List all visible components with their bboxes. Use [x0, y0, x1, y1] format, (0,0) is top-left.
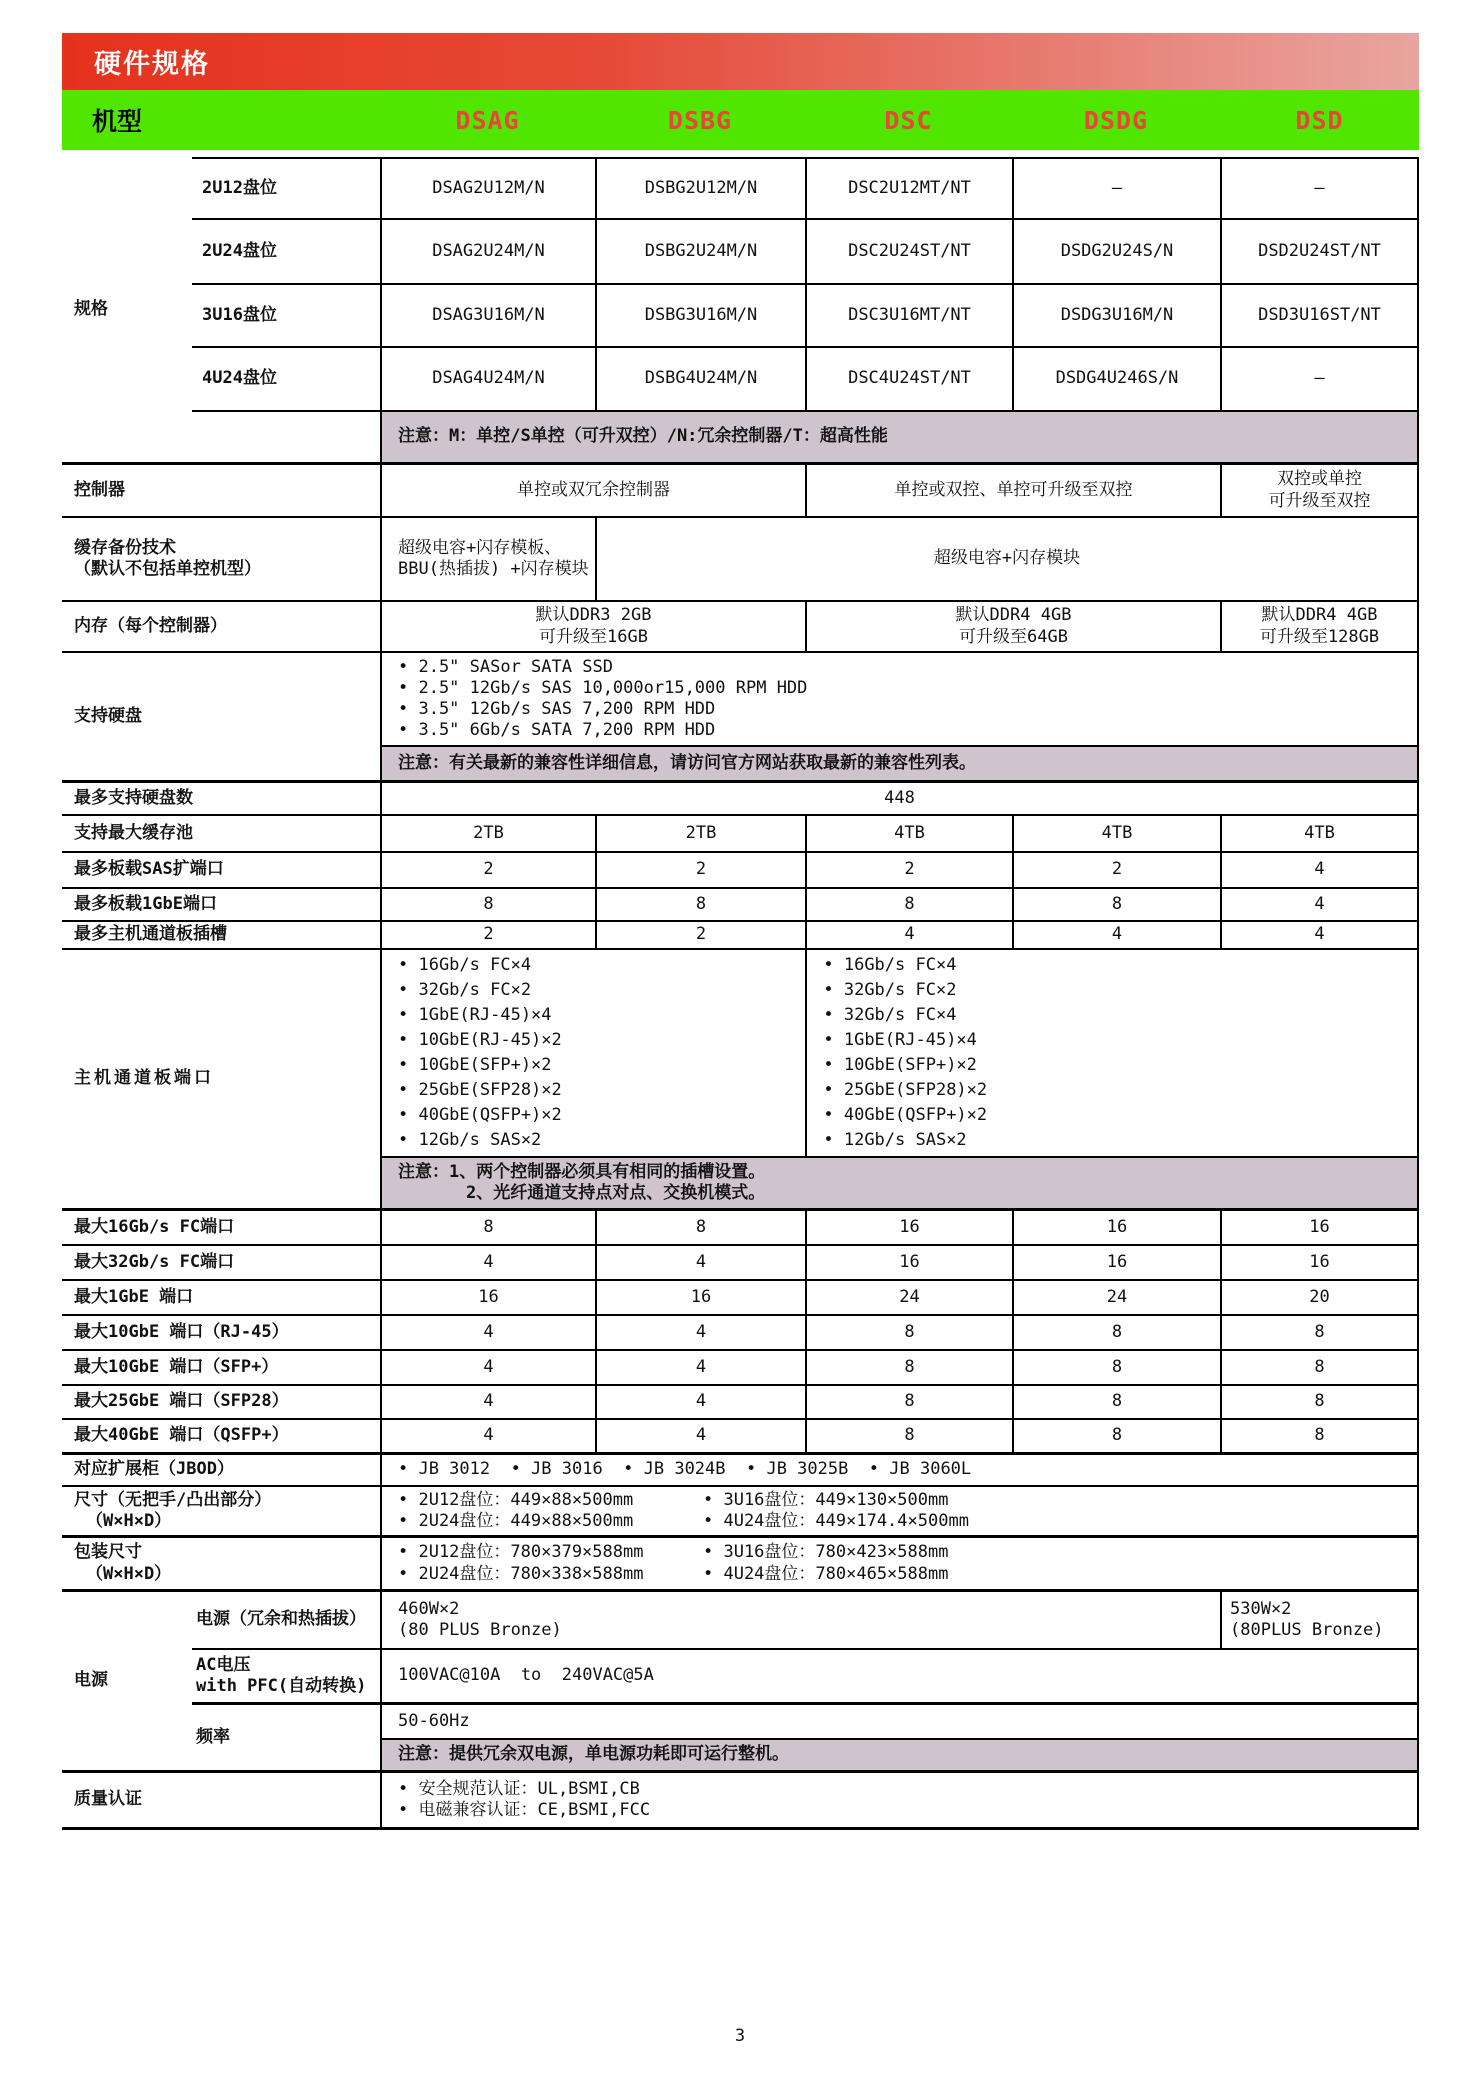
- max-drives-row: [62, 783, 1419, 816]
- drives-content: [380, 653, 1419, 780]
- table-cell: 默认DDR4 4GB 可升级至128GB: [1220, 602, 1419, 651]
- spec-section: [62, 157, 1419, 465]
- table-cell: 单控或双控、单控可升级至双控: [805, 465, 1220, 516]
- max-1gbe-row: 最大1GbE 端口 16 16 24 24 20: [62, 1281, 1419, 1316]
- table-cell: 8: [1012, 1386, 1220, 1418]
- table-cell: 4: [595, 1386, 805, 1418]
- table-cell: 16: [805, 1246, 1012, 1279]
- table-cell: DSAG2U24M/N: [380, 220, 595, 283]
- table-cell: 8: [1012, 889, 1220, 920]
- table-cell: 16: [1220, 1211, 1419, 1244]
- max-10gbe-rj45-row: 最大10GbE 端口（RJ-45） 4 4 8 8 8: [62, 1316, 1419, 1351]
- max-16gfc-row: 最大16Gb/s FC端口 8 8 16 16 16: [62, 1211, 1419, 1246]
- table-cell: • JB 3012 • JB 3016 • JB 3024B • JB 3025B • JB 3060L: [380, 1455, 1419, 1485]
- table-cell: DSAG3U16M/N: [380, 285, 595, 346]
- table-cell: 460W×2 (80 PLUS Bronze): [380, 1592, 1220, 1648]
- table-cell: 4: [595, 1420, 805, 1452]
- table-cell: 24: [805, 1281, 1012, 1314]
- dimensions-content: • 2U12盘位：449×88×500mm • 3U16盘位：449×130×500mm • 2U24盘位：449×88×500mm • 4U24盘位：449×174.4×500mm: [380, 1487, 1419, 1535]
- max-32gfc-row: 最大32Gb/s FC端口 4 4 16 16 16: [62, 1246, 1419, 1281]
- table-cell: DSDG4U246S/N: [1012, 348, 1220, 410]
- table-cell: DSBG4U24M/N: [595, 348, 805, 410]
- page-title: 硬件规格: [94, 49, 210, 80]
- power-section: [62, 1592, 1419, 1773]
- row-label: 控制器: [74, 479, 125, 500]
- spec-section-label: 规格: [74, 298, 108, 319]
- row-label: 支持最大缓存池: [74, 822, 193, 843]
- table-cell: 8: [1220, 1386, 1419, 1418]
- table-cell: 448: [380, 783, 1419, 814]
- table-cell: 超级电容+闪存模板、BBU(热插拔) +闪存模块: [380, 518, 595, 600]
- packaging-row: [62, 1538, 1419, 1592]
- table-cell: 2: [380, 922, 595, 948]
- table-cell: 16: [1220, 1246, 1419, 1279]
- model-name-dsbg: DSBG: [667, 105, 733, 135]
- table-cell: 单控或双冗余控制器: [380, 465, 805, 516]
- table-cell: –: [1220, 348, 1419, 410]
- table-cell: 8: [1220, 1351, 1419, 1384]
- frequency-content: 50-60Hz 注意：提供冗余双电源，单电源功耗即可运行整机。: [380, 1705, 1419, 1770]
- table-cell: DSC4U24ST/NT: [805, 348, 1012, 410]
- table-cell: DSBG2U24M/N: [595, 220, 805, 283]
- table-row: [192, 285, 1419, 348]
- table-cell: DSD2U24ST/NT: [1220, 220, 1419, 283]
- row-label: 内存（每个控制器）: [74, 615, 227, 636]
- max-40gbe-row: 最大40GbE 端口（QSFP+） 4 4 8 8 8: [62, 1420, 1419, 1455]
- table-cell: 4: [1012, 922, 1220, 948]
- packaging-content: • 2U12盘位：780×379×588mm • 3U16盘位：780×423×588mm • 2U24盘位：780×338×588mm • 4U24盘位：780×465×588mm: [380, 1538, 1419, 1589]
- table-cell: 16: [380, 1281, 595, 1314]
- table-cell: 8: [1220, 1420, 1419, 1452]
- table-cell: 24: [1012, 1281, 1220, 1314]
- row-label: 缓存备份技术 （默认不包括单控机型）: [74, 537, 261, 579]
- table-cell: 2TB: [595, 816, 805, 851]
- table-cell: –: [1012, 159, 1220, 218]
- table-cell: 4TB: [1012, 816, 1220, 851]
- spec-table: [62, 157, 1419, 1830]
- cache-pool-row: [62, 816, 1419, 853]
- table-cell: 4: [380, 1351, 595, 1384]
- table-cell: 2: [595, 922, 805, 948]
- table-cell: 8: [380, 889, 595, 920]
- table-cell: DSBG3U16M/N: [595, 285, 805, 346]
- cache-backup-row: [62, 518, 1419, 602]
- row-label: 尺寸（无把手/凸出部分） （W×H×D）: [74, 1489, 272, 1531]
- table-cell: 2: [595, 853, 805, 887]
- table-cell: 2: [1012, 853, 1220, 887]
- table-cell: 4: [1220, 853, 1419, 887]
- host-ports-content: [380, 950, 1419, 1208]
- psu-row: [192, 1592, 1419, 1650]
- table-cell: 4: [380, 1420, 595, 1452]
- max-25gbe-row: 最大25GbE 端口（SFP28） 4 4 8 8 8: [62, 1386, 1419, 1420]
- sas-ports-row: [62, 853, 1419, 889]
- table-cell: 16: [1012, 1246, 1220, 1279]
- table-cell: 16: [805, 1211, 1012, 1244]
- gbe-ports-row: [62, 889, 1419, 922]
- table-cell: 4: [805, 922, 1012, 948]
- row-label: 最多主机通道板插槽: [74, 924, 227, 945]
- table-cell: 4: [380, 1246, 595, 1279]
- table-row: [192, 348, 1419, 412]
- row-label: 频率: [196, 1726, 230, 1747]
- host-ports-left: • 16Gb/s FC×4 • 32Gb/s FC×2 • 1GbE(RJ-45)×4 • 10GbE(RJ-45)×2 • 10GbE(SFP+)×2 • 25GbE(SFP28)×2 • 40GbE(QSFP+)×2 • 12Gb/s SAS×2: [398, 955, 562, 1150]
- section-banner: [62, 33, 1419, 90]
- frequency-note: 注意：提供冗余双电源，单电源功耗即可运行整机。: [382, 1738, 1417, 1770]
- table-cell: DSAG4U24M/N: [380, 348, 595, 410]
- drives-note: 注意：有关最新的兼容性详细信息，请访问官方网站获取最新的兼容性列表。: [382, 745, 1417, 780]
- row-label: 支持硬盘: [74, 705, 142, 726]
- model-name-dsdg: DSDG: [1083, 105, 1149, 135]
- table-cell: 8: [1012, 1316, 1220, 1349]
- table-cell: 2: [380, 853, 595, 887]
- table-cell: DSC2U12MT/NT: [805, 159, 1012, 218]
- host-ports-row: [62, 950, 1419, 1211]
- table-cell: 8: [595, 1211, 805, 1244]
- table-row: [192, 159, 1419, 220]
- host-ports-note: 注意：1、两个控制器必须具有相同的插槽设置。 2、光纤通道支持点对点、交换机模式。: [382, 1156, 1417, 1208]
- table-cell: 4: [1220, 922, 1419, 948]
- table-cell: 4: [595, 1316, 805, 1349]
- table-cell: 4: [380, 1316, 595, 1349]
- table-cell: 2: [805, 853, 1012, 887]
- power-section-label: 电源: [74, 1670, 108, 1691]
- table-row: [192, 220, 1419, 285]
- table-cell: 超级电容+闪存模块: [595, 518, 1419, 600]
- table-cell: 100VAC@10A to 240VAC@5A: [380, 1650, 1419, 1702]
- row-label: 质量认证: [74, 1789, 142, 1810]
- jbod-row: 对应扩展柜（JBOD） • JB 3012 • JB 3016 • JB 3024B • JB 3025B • JB 3060L: [62, 1455, 1419, 1487]
- table-cell: DSDG3U16M/N: [1012, 285, 1220, 346]
- row-label: 主机通道板端口: [74, 1068, 214, 1089]
- row-label: 最多板载SAS扩端口: [74, 859, 224, 880]
- table-cell: 8: [805, 1420, 1012, 1452]
- table-cell: 默认DDR3 2GB 可升级至16GB: [380, 602, 805, 651]
- table-cell: 16: [595, 1281, 805, 1314]
- row-label: 4U24盘位: [202, 368, 277, 389]
- table-cell: 16: [1012, 1211, 1220, 1244]
- table-cell: 8: [1012, 1420, 1220, 1452]
- table-cell: DSC2U24ST/NT: [805, 220, 1012, 283]
- table-cell: DSD3U16ST/NT: [1220, 285, 1419, 346]
- table-cell: 4: [1220, 889, 1419, 920]
- table-cell: 默认DDR4 4GB 可升级至64GB: [805, 602, 1220, 651]
- table-row-note: [192, 412, 1419, 462]
- table-cell: 4: [595, 1351, 805, 1384]
- table-cell: 8: [1220, 1316, 1419, 1349]
- quality-row: [62, 1773, 1419, 1830]
- table-cell: 4: [595, 1246, 805, 1279]
- memory-row: [62, 602, 1419, 653]
- drives-bullets: • 2.5" SASor SATA SSD • 2.5" 12Gb/s SAS 10,000or15,000 RPM HDD • 3.5" 12Gb/s SAS 7,200 RPM HDD • 3.5" 6Gb/s SATA 7,200 RPM HDD: [398, 656, 808, 741]
- frequency-row: [192, 1705, 1419, 1770]
- row-label: 最多板载1GbE端口: [74, 893, 217, 914]
- row-label: 3U16盘位: [202, 304, 277, 325]
- table-cell: DSDG2U24S/N: [1012, 220, 1220, 283]
- spec-note: 注意：M：单控/S单控（可升双控）/N:冗余控制器/T：超高性能: [380, 412, 1419, 462]
- page-number: 3: [734, 2026, 746, 2046]
- table-cell: DSAG2U12M/N: [380, 159, 595, 218]
- ac-voltage-row: [192, 1650, 1419, 1705]
- power-subtable: [192, 1592, 1419, 1770]
- table-cell: 8: [805, 1351, 1012, 1384]
- max-10gbe-sfp-row: 最大10GbE 端口（SFP+） 4 4 8 8 8: [62, 1351, 1419, 1386]
- table-cell: 双控或单控 可升级至双控: [1220, 465, 1419, 516]
- models-header-row: [62, 90, 1419, 150]
- row-label: 2U12盘位: [202, 177, 277, 198]
- empty-cell: [192, 412, 380, 462]
- controller-row: [62, 465, 1419, 518]
- quality-content: • 安全规范认证：UL,BSMI,CB • 电磁兼容认证：CE,BSMI,FCC: [380, 1773, 1419, 1827]
- models-row-label: 机型: [92, 107, 143, 136]
- row-label: 2U24盘位: [202, 240, 277, 261]
- table-cell: 4: [380, 1386, 595, 1418]
- table-cell: –: [1220, 159, 1419, 218]
- table-cell: 8: [805, 1386, 1012, 1418]
- drives-row: [62, 653, 1419, 783]
- spec-subtable: [192, 157, 1419, 462]
- table-cell: 20: [1220, 1281, 1419, 1314]
- row-label: 最多支持硬盘数: [74, 787, 193, 808]
- host-ports-right: • 16Gb/s FC×4 • 32Gb/s FC×2 • 32Gb/s FC×4 • 1GbE(RJ-45)×4 • 10GbE(SFP+)×2 • 25GbE(SFP28)×2 • 40GbE(QSFP+)×2 • 12Gb/s SAS×2: [805, 950, 1417, 1156]
- model-name-dsag: DSAG: [455, 105, 520, 135]
- row-label: 电源（冗余和热插拔）: [196, 1609, 366, 1630]
- table-cell: 2TB: [380, 816, 595, 851]
- table-cell: 8: [805, 889, 1012, 920]
- table-cell: 8: [595, 889, 805, 920]
- table-cell: DSC3U16MT/NT: [805, 285, 1012, 346]
- row-label: 包装尺寸 （W×H×D）: [74, 1542, 172, 1584]
- table-cell: 530W×2 (80PLUS Bronze): [1220, 1592, 1419, 1648]
- table-cell: DSBG2U12M/N: [595, 159, 805, 218]
- row-label: AC电压 with PFC(自动转换): [196, 1654, 367, 1696]
- host-ports-bullets-row: [382, 950, 1417, 1156]
- table-cell: 8: [380, 1211, 595, 1244]
- model-name-dsd: DSD: [1295, 105, 1344, 135]
- table-cell: 4TB: [1220, 816, 1419, 851]
- table-cell: 8: [805, 1316, 1012, 1349]
- table-cell: 8: [1012, 1351, 1220, 1384]
- table-cell: 4TB: [805, 816, 1012, 851]
- model-name-dsc: DSC: [884, 105, 933, 135]
- dimensions-row: [62, 1487, 1419, 1538]
- host-slots-row: [62, 922, 1419, 950]
